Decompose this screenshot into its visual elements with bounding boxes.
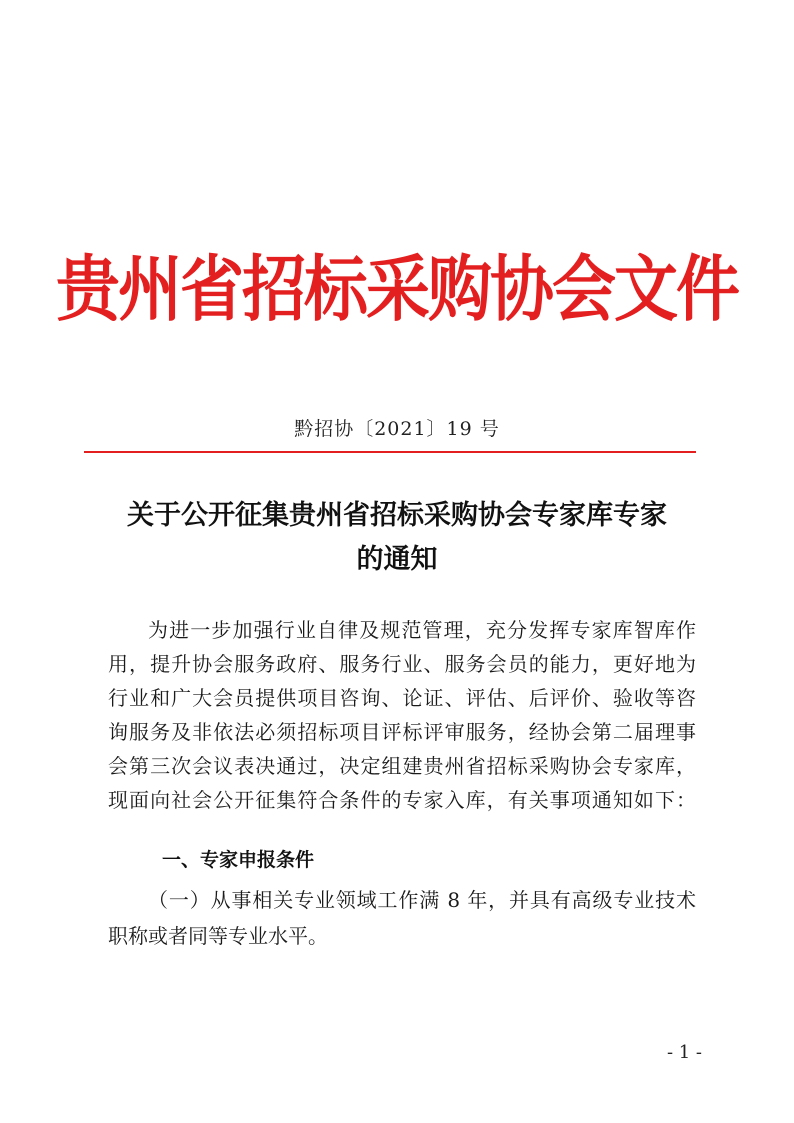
intro-line: 行业和广大会员提供项目咨询、论证、评估、后评价、验收等咨 (108, 686, 696, 710)
red-divider-line (84, 451, 696, 453)
condition-item-line: 职称或者同等专业水平。 (108, 924, 328, 948)
issuer-masthead-title: 贵州省招标采购协会文件 (56, 249, 738, 332)
notice-title (84, 494, 710, 582)
intro-line: 用，提升协会服务政府、服务行业、服务会员的能力，更好地为 (108, 652, 696, 676)
document-number: 黔招协〔2021〕19 号 (294, 418, 500, 440)
condition-item-paragraph (108, 882, 696, 954)
intro-line: 现面向社会公开征集符合条件的专家入库，有关事项通知如下： (108, 788, 696, 812)
intro-line: 会第三次会议表决通过，决定组建贵州省招标采购协会专家库， (108, 754, 696, 778)
intro-line: 为进一步加强行业自律及规范管理，充分发挥专家库智库作 (148, 618, 696, 642)
condition-item-line: （一）从事相关专业领域工作满 8 年，并具有高级专业技术 (148, 888, 696, 912)
section-heading: 一、专家申报条件 (162, 849, 315, 871)
page-number: - 1 - (666, 1042, 702, 1063)
intro-paragraph (108, 613, 696, 817)
intro-line: 询服务及非依法必须招标项目评标评审服务，经协会第二届理事 (108, 720, 696, 744)
notice-title-line: 关于公开征集贵州省招标采购协会专家库专家 (127, 500, 667, 531)
notice-title-line: 的通知 (356, 544, 438, 575)
